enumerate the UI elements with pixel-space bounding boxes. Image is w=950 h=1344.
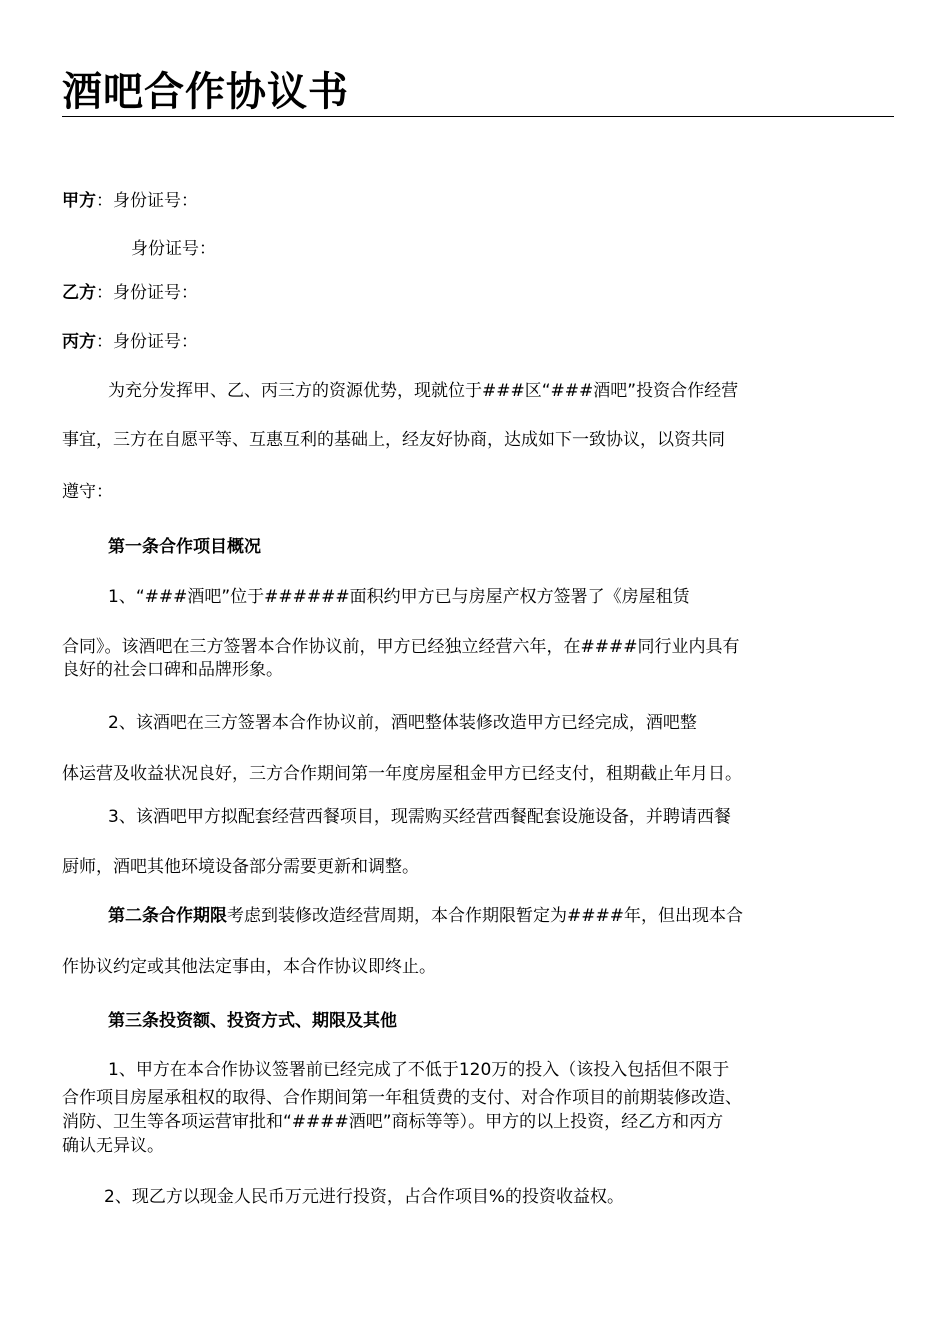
art3-p1-line-3: 消防、卫生等各项运营审批和“####酒吧”商标等等）。甲方的以上投资，经乙方和丙方	[62, 1112, 724, 1132]
document-title: 酒吧合作协议书	[62, 69, 349, 115]
article-2-title: 第二条合作期限	[108, 906, 227, 926]
article-1-title: 第一条合作项目概况	[108, 537, 261, 557]
party-c-line	[62, 330, 198, 354]
article-3-title: 第三条投资额、投资方式、期限及其他	[108, 1011, 397, 1031]
art1-p2-line-2: 体运营及收益状况良好，三方合作期间第一年度房屋租金甲方已经支付，租期截止年月日。	[62, 764, 742, 784]
party-b-id-label: ：身份证号：	[96, 283, 198, 303]
party-b-label: 乙方	[62, 283, 96, 303]
art3-p1-line-2: 合作项目房屋承租权的取得、合作期间第一年租赁费的支付、对合作项目的前期装修改造、	[62, 1088, 742, 1108]
intro-line-1: 为充分发挥甲、乙、丙三方的资源优势，现就位于###区“###酒吧”投资合作经营	[108, 381, 739, 401]
party-a-label: 甲方	[62, 191, 96, 211]
party-c-label: 丙方	[62, 332, 96, 352]
art1-p2-line-1: 2、该酒吧在三方签署本合作协议前，酒吧整体装修改造甲方已经完成，酒吧整	[108, 713, 697, 733]
party-a-id-line-2: 身份证号：	[131, 239, 216, 259]
party-a-id-label: ：身份证号：	[96, 191, 198, 211]
party-a-line	[62, 189, 198, 213]
intro-line-2: 事宜，三方在自愿平等、互惠互利的基础上，经友好协商，达成如下一致协议，以资共同	[62, 430, 725, 450]
art3-p1-line-1: 1、甲方在本合作协议签署前已经完成了不低于120万的投入（该投入包括但不限于	[108, 1060, 730, 1080]
art1-p1-line-1: 1、“###酒吧”位于######面积约甲方已与房屋产权方签署了《房屋租赁	[108, 587, 690, 607]
art3-p2-line-1: 2、现乙方以现金人民币万元进行投资，占合作项目%的投资收益权。	[104, 1187, 624, 1207]
art3-p1-line-4: 确认无异议。	[62, 1136, 164, 1156]
article-2-line-1	[108, 904, 743, 928]
title-underline	[62, 116, 894, 117]
party-b-line	[62, 281, 198, 305]
article-2-text-1: 考虑到装修改造经营周期，本合作期限暂定为####年，但出现本合	[227, 906, 743, 926]
party-c-id-label: ：身份证号：	[96, 332, 198, 352]
article-2-line-2: 作协议约定或其他法定事由，本合作协议即终止。	[62, 957, 436, 977]
art1-p3-line-2: 厨师，酒吧其他环境设备部分需要更新和调整。	[62, 857, 419, 877]
art1-p1-line-2: 合同》。该酒吧在三方签署本合作协议前，甲方已经独立经营六年，在####同行业内具有	[62, 637, 740, 657]
art1-p1-line-3: 良好的社会口碑和品牌形象。	[62, 660, 283, 680]
art1-p3-line-1: 3、该酒吧甲方拟配套经营西餐项目，现需购买经营西餐配套设施设备，并聘请西餐	[108, 807, 731, 827]
intro-line-3: 遵守：	[62, 482, 113, 502]
